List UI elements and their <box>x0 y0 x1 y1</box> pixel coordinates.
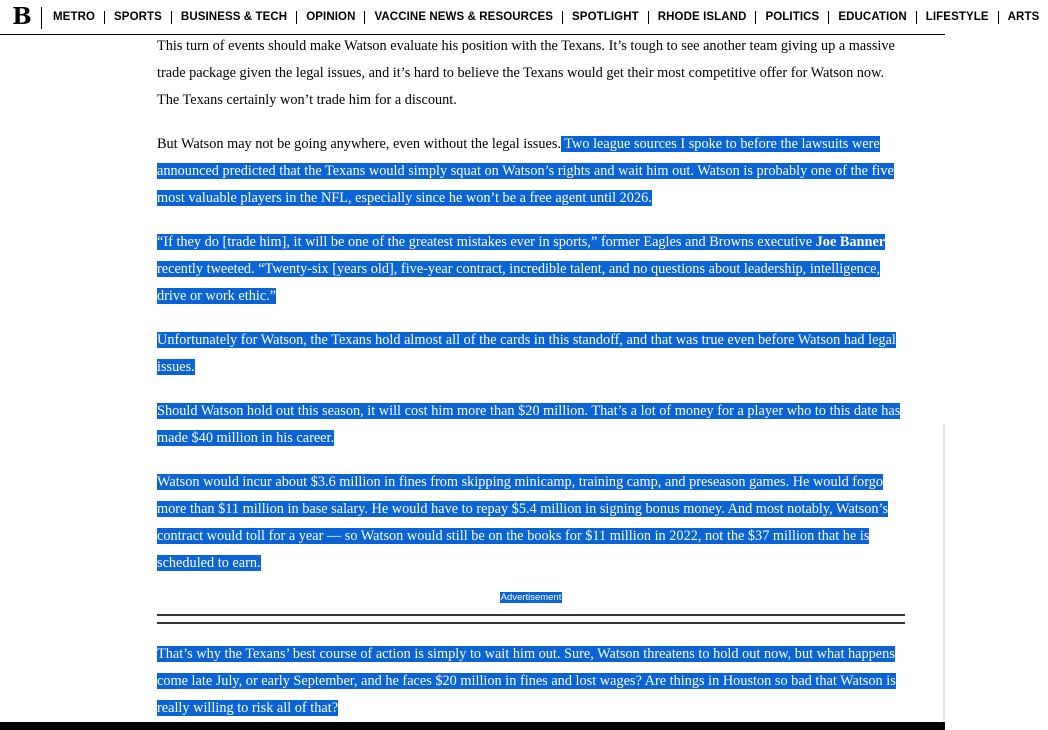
selected-text: That’s why the Texans’ best course of action is simply to wait him out. Sure, Watson threatens to hold out now, but what happens come late July, or early September, and he faces $20 million in fines and lost wages? Are things in Houston so bad that Watson is really willing to risk all of that? <box>157 646 896 716</box>
selected-text: Should Watson hold out this season, it will cost him more than $20 million. That’s a lot of money for a player who to this date has made $40 million in his career. <box>157 403 901 446</box>
ad-label-text: Advertisement <box>500 592 562 603</box>
person-name-link[interactable]: Joe Banner <box>815 234 886 250</box>
nav-item-education[interactable]: EDUCATION <box>829 11 916 24</box>
top-nav-bar <box>0 0 1040 35</box>
quote-text: “If they do [trade him], it will be one of the greatest mistakes ever in sports,” former Eagles and Browns executive <box>157 234 816 250</box>
nav-item-business-tech[interactable]: BUSINESS & TECH <box>172 11 297 24</box>
article-paragraph <box>157 131 907 212</box>
nav-item-sports[interactable]: SPORTS <box>105 11 172 24</box>
paragraph-text: But Watson may not be going anywhere, even without the legal issues. <box>157 136 561 152</box>
article-paragraph <box>157 641 907 722</box>
bottom-bar <box>0 722 945 730</box>
nav-item-rhode-island[interactable]: RHODE ISLAND <box>649 11 757 24</box>
article-body <box>157 33 907 594</box>
divider <box>157 614 905 616</box>
divider <box>157 622 905 624</box>
nav-item-opinion[interactable]: OPINION <box>297 11 365 24</box>
quote-text: recently tweeted. “Twenty-six [years old], five-year contract, incredible talent, and no questions about leadership, intelligence, drive or work ethic.” <box>157 261 881 304</box>
logo-divider <box>41 7 42 29</box>
scrollbar[interactable] <box>943 425 945 725</box>
article-paragraph <box>157 398 907 452</box>
nav-item-arts[interactable]: ARTS <box>1007 11 1040 23</box>
article-paragraph <box>157 469 907 577</box>
advertisement-label <box>157 592 905 604</box>
selected-text: Watson would incur about $3.6 million in fines from skipping minicamp, training camp, and preseason games. He would forgo more than $11 million in base salary. He would have to repay $5.4 million in signing bonus money. And most notably, Watson’s contract would toll for a year — so Watson would still be on the books for $11 million in 2022, not the $37 million that he is scheduled to earn. <box>157 474 889 571</box>
selected-text <box>157 234 885 304</box>
nav-item-metro[interactable]: METRO <box>44 11 105 24</box>
advertisement-block <box>157 592 905 624</box>
nav-item-lifestyle[interactable]: LIFESTYLE <box>917 11 999 24</box>
article-body-continued <box>157 641 907 722</box>
nav-item-vaccine-news[interactable]: VACCINE NEWS & RESOURCES <box>365 11 563 24</box>
article-paragraph: This turn of events should make Watson evaluate his position with the Texans. It’s tough to see another team giving up a massive trade package given the legal issues, and it’s hard to believe the Texans would get their most competitive offer for Watson now. The Texans certainly won’t trade him for a discount. <box>157 38 895 108</box>
section-nav <box>44 0 1048 35</box>
article-paragraph <box>157 327 907 381</box>
selected-text: Two league sources I spoke to before the lawsuits were announced predicted that the Texans would simply squat on Watson’s rights and wait him out. Watson is probably one of the five most valuable players in the NFL, especially since he won’t be a free agent until 2026. <box>157 136 894 206</box>
nav-item-politics[interactable]: POLITICS <box>756 11 829 24</box>
globe-logo-icon[interactable]: B <box>12 3 32 30</box>
nav-item-spotlight[interactable]: SPOTLIGHT <box>563 11 649 24</box>
article-paragraph <box>157 229 907 310</box>
selected-text: Unfortunately for Watson, the Texans hold almost all of the cards in this standoff, and that was true even before Watson had legal issues. <box>157 332 896 375</box>
